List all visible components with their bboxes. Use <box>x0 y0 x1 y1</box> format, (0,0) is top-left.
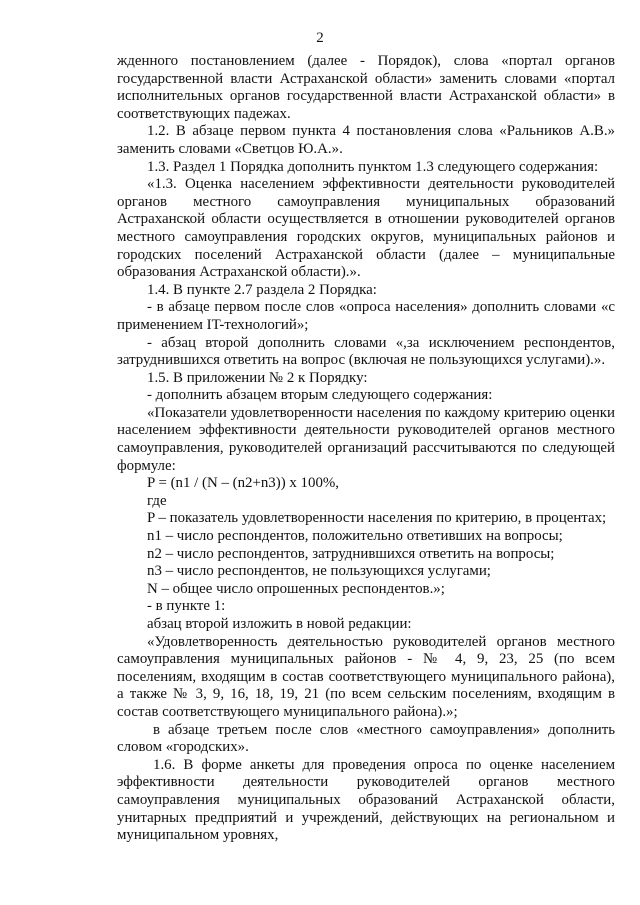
page-number: 2 <box>316 30 324 46</box>
paragraph-point-1: - в пункте 1: <box>147 598 226 615</box>
paragraph-indicators: «Показатели удовлетворенности населения по каждому критерию оценки населением эффективности деятельности руководителей органов местного самоуправления, руководителей организаций рассчитываются по следующей формуле: <box>117 404 615 474</box>
paragraph-1-5: 1.5. В приложении № 2 к Порядку: <box>147 369 368 386</box>
document-body <box>117 53 615 845</box>
formula: P = (n1 / (N – (n2+n3)) x 100%, <box>147 475 340 492</box>
formula-where: где <box>147 492 167 509</box>
paragraph-continuation: жденного постановлением (далее - Порядок), слова «портал органов государственной власти Астраханской области» заменить словами «портал исполнительных органов государственной власти Астраханской области» в соответствующих падежах. <box>117 53 615 122</box>
paragraph-second-abzac: абзац второй изложить в новой редакции: <box>147 616 412 632</box>
paragraph-1-5-add: - дополнить абзацем вторым следующего содержания: <box>147 387 493 404</box>
paragraph-1-4: 1.4. В пункте 2.7 раздела 2 Порядка: <box>147 281 377 298</box>
paragraph-1-4-first: - в абзаце первом после слов «опроса населения» дополнить словами «с применением IT-технологий»; <box>117 299 615 333</box>
paragraph-1-6: 1.6. В форме анкеты для проведения опроса по оценке населением эффективности деятельности руководителей органов местного самоуправления муниципальных образований Астраханской области, унитарных предприятий и учреждений, действующих на региональном и муниципальном уровнях, <box>117 756 615 844</box>
paragraph-third-abzac: в абзаце третьем после слов «местного самоуправления» дополнить словом «городских». <box>117 721 615 756</box>
formula-n: N – общее число опрошенных респондентов.»; <box>147 580 445 597</box>
paragraph-quote-1-3: «1.3. Оценка населением эффективности деятельности руководителей органов местного самоуправления муниципальных образований Астраханской области осуществляется в отношении руководителей органов местного самоуправления городских округов, муниципальных районов и городских поселений Астраханской области (далее – муниципальные образования Астраханской области).». <box>117 176 615 281</box>
formula-n3: n3 – число респондентов, не пользующихся услугами; <box>147 563 491 580</box>
paragraph-quote-satisfaction: «Удовлетворенность деятельностью руководителей органов местного самоуправления муниципальных районов - № 4, 9, 23, 25 (по всем поселениям, входящим в состав соответствующего муниципального района), а также № 3, 9, 16, 18, 19, 21 (по всем сельским поселениям, входящим в состав соответствующего муниципального района).»; <box>117 633 615 720</box>
formula-n2: n2 – число респондентов, затруднившихся ответить на вопросы; <box>147 545 555 562</box>
paragraph-1-2: 1.2. В абзаце первом пункта 4 постановления слова «Ральников А.В.» заменить словами «Светцов Ю.А.». <box>117 123 615 157</box>
paragraph-1-3: 1.3. Раздел 1 Порядка дополнить пунктом 1.3 следующего содержания: <box>147 158 599 175</box>
formula-n1: n1 – число респондентов, положительно ответивших на вопросы; <box>147 528 563 545</box>
paragraph-1-4-second: - абзац второй дополнить словами «,за исключением респондентов, затруднившихся ответить на вопрос (включая не пользующихся услугами).». <box>117 334 615 369</box>
formula-p: P – показатель удовлетворенности населения по критерию, в процентах; <box>147 510 607 527</box>
